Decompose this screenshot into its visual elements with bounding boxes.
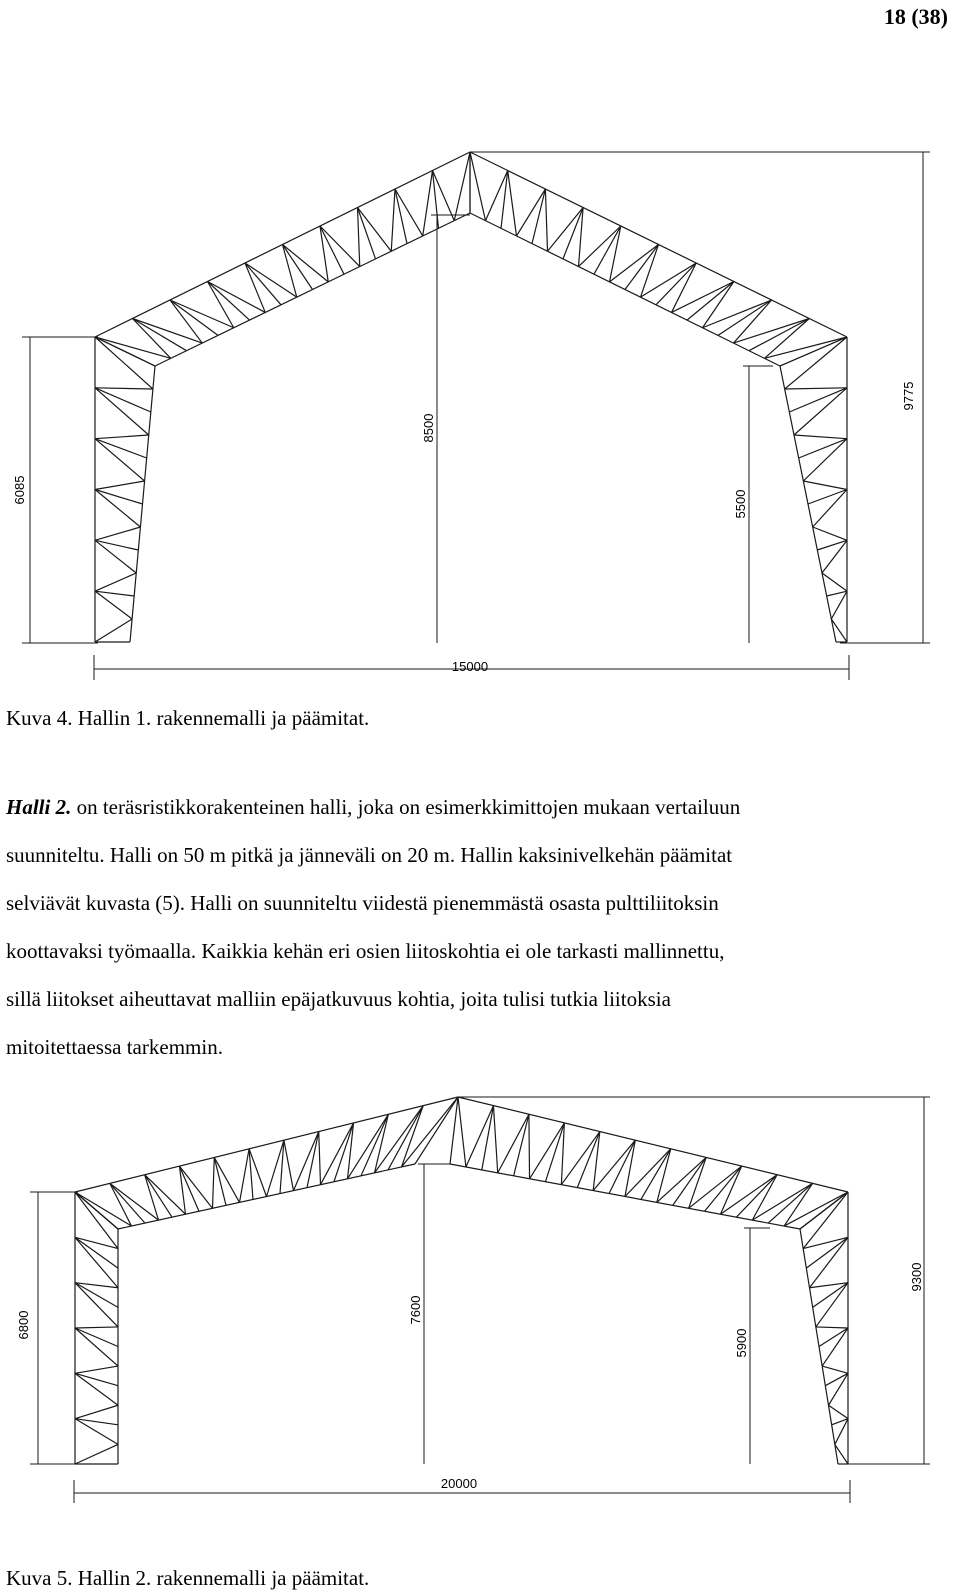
hall-1-left-column-diagonal xyxy=(95,388,149,435)
hall-1-left-rafter-diagonal xyxy=(433,171,455,221)
hall-1-left-rafter-post xyxy=(395,189,407,244)
hall-1-right-rafter-post xyxy=(594,226,621,274)
hall-2-left-rafter-diagonal xyxy=(321,1123,354,1185)
hall-1-truss-svg xyxy=(0,140,960,690)
hall-2-right-rafter-diagonal xyxy=(530,1123,565,1179)
hall-2-left-rafter-post xyxy=(214,1157,226,1205)
hall-1-left-column-diagonal xyxy=(95,388,153,389)
paragraph-line-1 xyxy=(6,783,954,831)
hall-2-right-rafter-diagonal xyxy=(498,1114,529,1173)
hall-1-right-column-diagonal xyxy=(822,573,847,591)
figure-hall-1-drawing xyxy=(0,140,960,690)
hall-2-left-column-diagonal xyxy=(75,1327,118,1328)
hall-1-left-rafter-diagonal xyxy=(320,226,360,267)
hall-1-right-rafter-diagonal xyxy=(548,208,584,252)
body-paragraph xyxy=(6,783,954,1071)
hall-1-right-column-diagonal xyxy=(831,591,847,619)
hall-2-left-column-post xyxy=(75,1328,118,1347)
hall-1-left-column-diagonal xyxy=(95,619,132,642)
hall-1-right-rafter-diagonal xyxy=(517,189,546,236)
hall-2-left-column-post xyxy=(75,1237,118,1268)
hall-1-left-rafter-diagonal xyxy=(245,263,265,312)
paragraph-line-2: suunniteltu. Halli on 50 m pitkä ja jänneväli on 20 m. Hallin kaksinivelkehän päämitat xyxy=(6,843,733,867)
hall-1-left-rafter-diagonal xyxy=(358,208,360,267)
hall-2-left-rafter-outer-chord xyxy=(75,1097,458,1192)
hall-1-left-column-post xyxy=(95,490,143,505)
hall-1-right-rafter-diagonal xyxy=(703,300,772,328)
hall-2-left-rafter-post xyxy=(145,1175,172,1217)
figure-hall-2-drawing xyxy=(0,1085,960,1505)
hall-2-left-column-diagonal xyxy=(75,1283,118,1327)
hall-1-right-rafter-post xyxy=(532,189,545,244)
hall-2-left-rafter-post xyxy=(361,1114,388,1176)
paragraph-line-1-text: on teräsristikkorakenteinen halli, joka on esimerkkimittojen mukaan vertailuun xyxy=(71,795,741,819)
hall-2-left-column-diagonal xyxy=(75,1328,118,1366)
hall-1-left-rafter-diagonal xyxy=(391,189,395,251)
hall-2-truss-svg xyxy=(0,1085,960,1505)
hall-1-width-label: 15000 xyxy=(451,659,489,674)
hall-2-left-column-diagonal xyxy=(75,1192,118,1249)
hall-2-right-rafter-diagonal xyxy=(493,1106,497,1173)
hall-2-left-column-post xyxy=(75,1419,118,1425)
hall-2-right-rafter-diagonal xyxy=(784,1192,848,1226)
hall-1-left-column-post xyxy=(95,388,151,412)
hall-2-left-column-diagonal xyxy=(75,1444,118,1464)
hall-1-right-rafter-diagonal xyxy=(470,152,486,221)
hall-2-left-rafter-diagonal xyxy=(402,1106,424,1167)
hall-1-total-height-label: 9775 xyxy=(901,381,916,411)
hall-2-left-rafter-diagonal xyxy=(284,1140,294,1190)
hall-2-total-height-label: 9300 xyxy=(909,1262,924,1292)
hall-2-left-rafter-diagonal xyxy=(110,1183,159,1220)
hall-2-left-column-post xyxy=(75,1283,118,1308)
hall-2-right-column-diagonal xyxy=(816,1283,848,1327)
hall-1-left-rafter-diagonal xyxy=(358,208,392,252)
hall-2-right-rafter-diagonal xyxy=(689,1166,742,1208)
hall-1-right-column-diagonal xyxy=(803,481,847,490)
figure-2-caption: Kuva 5. Hallin 2. rakennemalli ja päämitat. xyxy=(6,1566,370,1590)
hall-1-right-inner-height-label: 5500 xyxy=(733,489,748,519)
hall-2-right-rafter-diagonal xyxy=(458,1097,466,1167)
hall-2-left-rafter-diagonal xyxy=(213,1157,215,1208)
paragraph-line-5: sillä liitokset aiheuttavat malliin epäjatkuvuus kohtia, joita tulisi tutkia liitoksia xyxy=(6,987,671,1011)
hall-1-left-column-diagonal xyxy=(95,481,145,490)
hall-2-left-column-post xyxy=(75,1373,118,1385)
paragraph-line-3: selviävät kuvasta (5). Halli on suunniteltu viidestä pienemmästä osasta pulttiliitoksin xyxy=(6,891,719,915)
hall-1-left-column-diagonal xyxy=(95,439,145,481)
hall-2-left-rafter-diagonal xyxy=(402,1097,459,1167)
hall-1-left-rafter-diagonal xyxy=(423,171,433,236)
hall-1-right-column-diagonal xyxy=(813,490,847,528)
hall-2-right-rafter-post xyxy=(705,1166,742,1211)
hall-2-right-rafter-diagonal xyxy=(466,1106,494,1167)
hall-2-left-column-diagonal xyxy=(75,1366,118,1373)
paragraph-lead: Halli 2. xyxy=(6,795,72,819)
hall-1-right-column-diagonal xyxy=(822,540,847,573)
hall-1-right-rafter-diagonal xyxy=(641,245,659,298)
hall-1-right-rafter-diagonal xyxy=(508,171,517,236)
hall-1-left-rafter-post xyxy=(283,245,313,290)
hall-2-left-column-diagonal xyxy=(75,1237,118,1287)
hall-2-right-column-diagonal xyxy=(822,1328,848,1366)
hall-1-left-column-diagonal xyxy=(95,527,140,540)
hall-2-left-column-diagonal xyxy=(75,1373,118,1405)
hall-2-ridge-height-label: 7600 xyxy=(408,1295,423,1325)
page-number: 18 (38) xyxy=(883,4,948,29)
hall-1-left-column-diagonal xyxy=(95,573,136,591)
hall-2-right-rafter-post xyxy=(641,1149,671,1200)
hall-2-right-rafter-diagonal xyxy=(752,1183,812,1220)
hall-2-left-rafter-diagonal xyxy=(294,1132,319,1191)
hall-2-left-rafter-diagonal xyxy=(319,1132,321,1185)
hall-1-right-column-diagonal xyxy=(803,439,847,481)
hall-2-left-rafter-post xyxy=(75,1192,118,1229)
hall-2-right-column-diagonal xyxy=(810,1237,849,1287)
hall-2-right-column-diagonal xyxy=(822,1366,848,1373)
hall-1-left-rafter-post xyxy=(358,208,376,259)
hall-2-dimension-lines xyxy=(30,1097,930,1503)
paragraph-line-6: mitoitettaessa tarkemmin. xyxy=(6,1035,223,1059)
hall-2-right-rafter-post xyxy=(482,1106,494,1170)
hall-1-left-rafter-diagonal xyxy=(395,189,423,236)
hall-2-right-column-diagonal xyxy=(816,1327,848,1328)
hall-2-right-column-post xyxy=(819,1328,848,1347)
hall-2-left-rafter-post xyxy=(307,1132,319,1188)
hall-1-right-column-diagonal xyxy=(794,388,847,435)
hall-2-right-inner-height-label: 5900 xyxy=(734,1328,749,1358)
hall-2-right-column-diagonal xyxy=(803,1192,848,1249)
hall-2-right-rafter-post xyxy=(514,1114,529,1176)
hall-1-left-rafter-diagonal xyxy=(454,152,470,221)
hall-2-right-column-diagonal xyxy=(829,1405,849,1418)
hall-1-right-rafter-diagonal xyxy=(610,245,659,282)
hall-1-right-column-diagonal xyxy=(794,435,847,439)
hall-1-left-rafter-diagonal xyxy=(283,245,329,282)
hall-1-left-height-label: 6085 xyxy=(12,475,27,505)
hall-1-left-column-post xyxy=(95,439,147,458)
hall-1-left-rafter-post xyxy=(433,171,439,229)
hall-2-right-column-post xyxy=(800,1192,848,1229)
hall-1-right-column-post xyxy=(799,439,847,458)
hall-1-right-column-post xyxy=(827,591,847,596)
hall-1-right-rafter-diagonal xyxy=(545,189,547,251)
hall-2-right-rafter-diagonal xyxy=(529,1114,530,1179)
hall-2-left-rafter-diagonal xyxy=(240,1149,250,1203)
hall-1-right-rafter-diagonal xyxy=(579,226,621,267)
paragraph-line-4: koottavaksi työmaalla. Kaikkia kehän eri osien liitoskohtia ei ole tarkasti mallinnettu, xyxy=(6,939,725,963)
hall-2-left-column-diagonal xyxy=(75,1405,118,1418)
hall-2-right-rafter-diagonal xyxy=(561,1132,599,1185)
hall-1-left-column-diagonal xyxy=(95,435,149,439)
hall-1-right-column-diagonal xyxy=(813,527,847,540)
hall-1-ridge-height-label: 8500 xyxy=(421,413,436,443)
hall-2-left-rafter-diagonal xyxy=(214,1157,239,1202)
hall-1-dimension-lines xyxy=(22,152,930,680)
hall-2-width-label: 20000 xyxy=(440,1476,478,1491)
hall-2-left-column-diagonal xyxy=(75,1237,118,1248)
hall-1-right-column-diagonal xyxy=(785,388,847,389)
hall-1-right-column-post xyxy=(789,388,847,412)
hall-1-left-column-diagonal xyxy=(95,490,140,528)
hall-2-left-height-label: 6800 xyxy=(16,1310,31,1340)
hall-1-right-rafter-post xyxy=(625,245,659,290)
figure-1-caption: Kuva 4. Hallin 1. rakennemalli ja päämitat. xyxy=(6,706,370,730)
hall-2-left-column-diagonal xyxy=(75,1419,118,1445)
